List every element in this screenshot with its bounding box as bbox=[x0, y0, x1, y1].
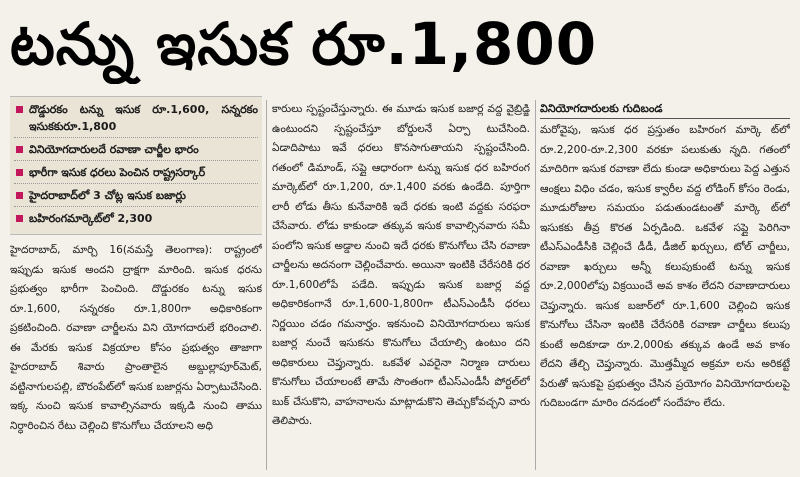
column-divider bbox=[266, 100, 267, 470]
square-bullet-icon bbox=[16, 146, 23, 153]
column-3 bbox=[540, 100, 790, 414]
column-1 bbox=[10, 96, 262, 436]
square-bullet-icon bbox=[16, 106, 23, 113]
square-bullet-icon bbox=[16, 215, 23, 222]
highlight-item: బహిరంగమార్కెట్‌లో 2,300 bbox=[14, 210, 258, 229]
article-body-col3: మరోవైపు, ఇసుక ధర ప్రస్తుతం బహిరంగ మార్కె ట్‌లో రూ.2,200-రూ.2,300 వరకూ పలుకుతు న్నది. గతంలో మాదిరిగా ఇసుక రవాణా లేదు కుండా అధికారులు పెద్ద ఎత్తున ఆంక్షలు విధిం చడం, ఇసుక క్వారీల వద్ద లోడింగ్ కోసం రెండు, మూడురోజుల సమయం పడుతుండటంతో మార్కె ట్‌లో ఇసుకకు తీవ్ర కొరత ఏర్పడింది. ఒకవేళ సప్లై పెరిగినా టీఎస్‌ఎండీసీకి చెల్లించే డీడీ, డీజిల్ ఖర్చులు, టోల్ చార్జీలు, రవాణా ఖర్చులు అన్నీ కలుపుకుంటే టన్ను ఇసుక రూ.2,000లోపు విక్రయించే అవ కాశం లేదని రవాణాదారులు చెప్తున్నారు. ఇసుక బజార్‌లో రూ.1,600 చెల్లించి ఇసుక కొనుగోలు చేసినా ఇంటికి చేరేసరికి రవాణా చార్జీలు కలుపు కుంటే అదికూడా రూ.2,000కు తక్కువ ఉండే అవ కాశం లేదని తేల్చి చెప్తున్నారు. మొత్తమ్మీద అక్రమా లను అరికట్టే పేరుతో ఇసుకపై ప్రభుత్వం చేసిన ప్రయోగం వినియోగదారులపై గుదిబండగా మారిం దనడంలో సందేహం లేదు. bbox=[540, 124, 790, 409]
highlight-item: భారీగా ఇసుక ధరలు పెంచిన రాష్ట్రసర్కార్ bbox=[14, 164, 258, 184]
subheading: వినియోగదారులకు గుదిబండ bbox=[540, 100, 790, 119]
square-bullet-icon bbox=[16, 192, 23, 199]
highlights-box bbox=[10, 96, 262, 235]
column-divider bbox=[535, 100, 536, 470]
headline: టన్ను ఇసుక రూ.1,800 bbox=[10, 10, 598, 78]
highlight-item: దొడ్డురకం టన్ను ఇసుక రూ.1,600, సన్నరకం ఇసుకకురూ.1,800 bbox=[14, 101, 258, 138]
square-bullet-icon bbox=[16, 169, 23, 176]
article-body-col2: కారులు స్పష్టంచేస్తున్నారు. ఈ మూడు ఇసుక బజార్ల వద్ద వైబ్రిడ్జి ఉంటుందని స్పష్టంచేస్తూ బోర్డులనే ఏర్పా టుచేసింది. ఏడాదిపాటు ఇవే ధరలు కొనసాగుతాయని స్పష్టంచేసింది. గతంలో డిమాండ్, సప్లై ఆధారంగా టన్ను ఇసుక ధర బహిరంగ మార్కెట్‌లో రూ.1,200, రూ.1,400 వరకు ఉండేది. పూర్తిగా లారీ లోడు తీసు కునేవారికి ఇదే ధరకు ఇంటి వద్దకు సరఫరా చేసేవారు. లోడు కాకుండా తక్కువ ఇసుక కావాల్సినవారు సమీ పంలోని ఇసుక అడ్డాల నుంచి ఇదే ధరకు కొనుగోలు చేసి రవాణా చార్జీలను అదనంగా చెల్లించేవారు. అయినా ఇంటికి చేరేసరికి ధర రూ.1,600లోపే పడేది. ఇప్పుడు ఇసుక బజార్ల వద్ద అధికారికంగానే రూ.1,600-1,800గా టీఎస్‌ఎండీసీ ధరలు నిర్ణయిం చడం గమనార్హం. ఇకనుంచి వినియోగదారులు ఇసుక బజార్ల నుంచే ఇసుకను కొనుగోలు చేయాల్సి ఉంటుం దని అధికారులు చెప్తున్నారు. ఒకవేళ ఎవరైనా నిర్మాణ దారులు కొనుగోలు చేయాలంటే తామే సొంతంగా టీఎస్‌ఎండీసీ పోర్టల్‌లో బుక్ చేసుకొని, వాహనాలను మాట్లాడుకొని తెచ్చుకోవచ్చని వారు తెలిపారు. bbox=[272, 103, 530, 427]
highlight-item: వినియోగదారులదే రవాణా చార్జీల భారం bbox=[14, 141, 258, 161]
column-2 bbox=[272, 100, 530, 432]
highlight-item: హైదరాబాద్‌లో 3 చోట్ల ఇసుక బజార్లు bbox=[14, 187, 258, 207]
article-body-col1: హైదరాబాద్, మార్చి 16(నమస్తే తెలంగాణ): రాష్ట్రంలో ఇప్పుడు ఇసుక అందని ద్రాక్షగా మారింది. ఇసుక ధరను ప్రభుత్వం భారీగా పెంచింది. దొడ్డురకం టన్ను ఇసుక రూ.1,600, సన్నరకం రూ.1,800గా అధికారికంగా ప్రకటించింది. రవాణా చార్జీలను విని యోగదారులే భరించాలి. ఈ మేరకు ఇసుక విక్రయాల కోసం ప్రభుత్వం తాజాగా హైదరాబాద్ శివారు ప్రాంతాలైన అబ్దుల్లాపూర్‌మెట్, వట్టినాగులపల్లి, బౌరంపేట్‌లో ఇసుక బజార్లను ఏర్పాటుచేసింది. ఇక్క నుంచి ఇసుక కావాల్సినవారు ఇక్కడి నుంచి తాము నిర్ధారించిన రేటు చెల్లించి కొనుగోలు చేయాలని అధి bbox=[10, 244, 262, 432]
